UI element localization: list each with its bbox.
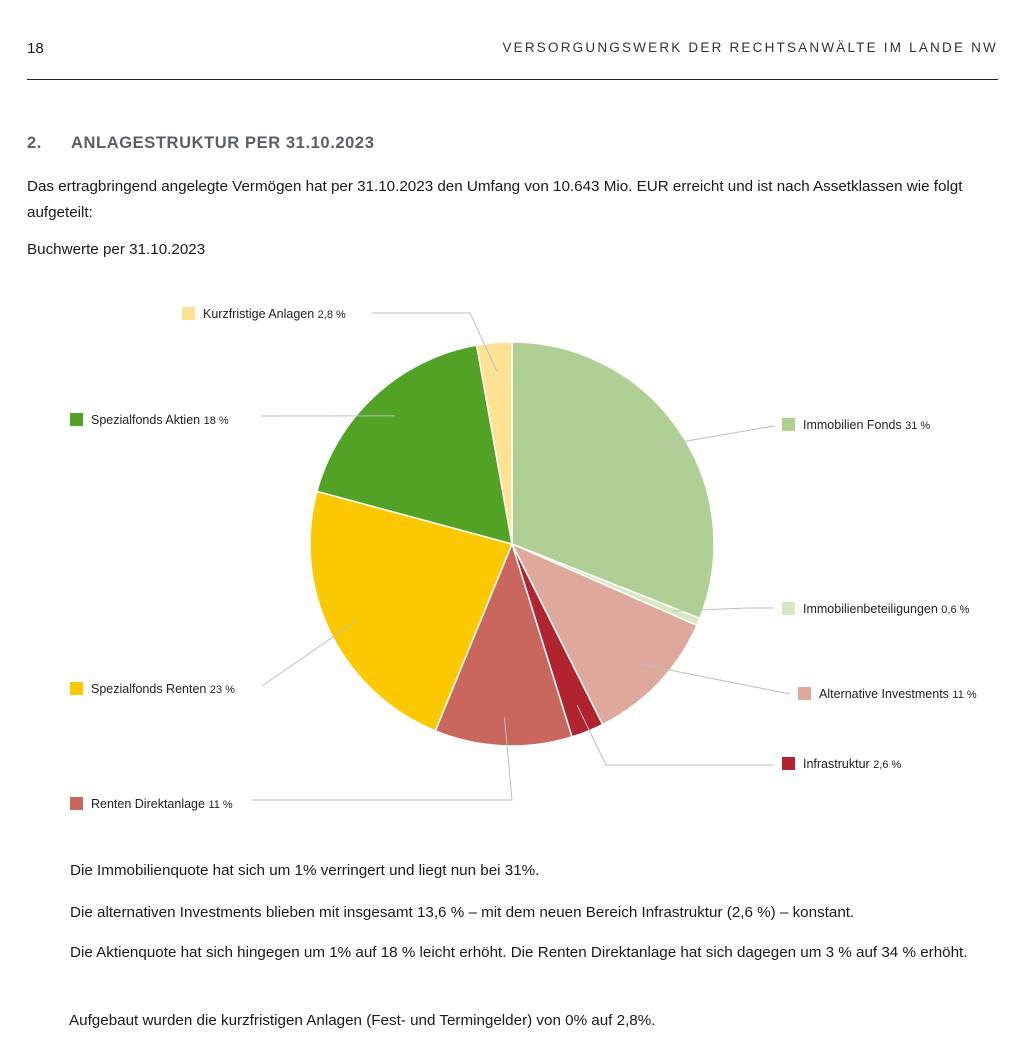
intro-paragraph: Das ertragbringend angelegte Vermögen hat per 31.10.2023 den Umfang von 10.643 Mio. EUR erreicht und ist nach Assetklassen wie folgt aufgeteilt: <box>27 178 963 221</box>
chart-subheading: Buchwerte per 31.10.2023 <box>27 241 206 258</box>
legend-swatch-spezialfonds-renten <box>70 682 83 695</box>
legend-value-label: 2,8 % <box>317 309 346 321</box>
running-header-title: VERSORGUNGSWERK DER RECHTSANWÄLTE IM LANDE NW <box>502 40 998 55</box>
legend-label-text: Alternative Investments <box>819 687 953 701</box>
note-paragraph: Die Immobilienquote hat sich um 1% verringert und liegt nun bei 31%. <box>70 862 540 879</box>
legend-label-spezialfonds-renten <box>91 682 235 696</box>
section-heading <box>27 134 374 153</box>
pie-slices <box>310 342 714 746</box>
note-paragraph: Die Aktienquote hat sich hingegen um 1% auf 18 % leicht erhöht. Die Renten Direktanlage hat sich dagegen um 3 % auf 34 % erhöht. <box>70 944 968 961</box>
legend-label-immobilien-fonds <box>803 418 930 432</box>
legend-label-text: Spezialfonds Aktien <box>91 413 204 427</box>
section-title: ANLAGESTRUKTUR PER 31.10.2023 <box>71 134 375 152</box>
legend-label-alternative-investments <box>819 687 977 701</box>
legend-label-text: Kurzfristige Anlagen <box>203 307 318 321</box>
legend-label-text: Renten Direktanlage <box>91 797 209 811</box>
legend-value-label: 0,6 % <box>941 604 970 616</box>
legend-value-label: 2,6 % <box>873 759 902 771</box>
legend-value-label: 18 % <box>203 415 229 427</box>
legend-label-text: Immobilienbeteiligungen <box>803 602 942 616</box>
legend-label-kurzfristige-anlagen <box>203 307 346 321</box>
legend-swatch-spezialfonds-aktien <box>70 413 83 426</box>
pie-chart <box>0 280 1023 840</box>
legend-value-label: 11 % <box>952 689 977 701</box>
legend-swatch-kurzfristige-anlagen <box>182 307 195 320</box>
legend-swatch-immobilien-fonds <box>782 418 795 431</box>
legend-swatch-alternative-investments <box>798 687 811 700</box>
legend-label-immobilienbeteiligungen <box>803 602 970 616</box>
legend-swatch-infrastruktur <box>782 757 795 770</box>
legend-label-text: Infrastruktur <box>803 757 874 771</box>
note-paragraph: Die alternativen Investments blieben mit insgesamt 13,6 % – mit dem neuen Bereich Infrastruktur (2,6 %) – konstant. <box>70 904 855 921</box>
legend-swatch-renten-direktanlage <box>70 797 83 810</box>
legend-value-label: 31 % <box>905 420 931 432</box>
legend-value-label: 11 % <box>208 799 233 811</box>
legend-value-label: 23 % <box>209 684 235 696</box>
legend-label-text: Spezialfonds Renten <box>91 682 210 696</box>
note-paragraph: Aufgebaut wurden die kurzfristigen Anlagen (Fest- und Termingelder) von 0% auf 2,8%. <box>69 1012 656 1029</box>
legend-swatch-immobilienbeteiligungen <box>782 602 795 615</box>
legend-label-text: Immobilien Fonds <box>803 418 906 432</box>
legend-label-infrastruktur <box>803 757 902 771</box>
header-rule <box>27 79 998 80</box>
legend-label-spezialfonds-aktien <box>91 413 229 427</box>
page-number: 18 <box>27 40 44 57</box>
section-number: 2. <box>27 134 42 152</box>
legend-label-renten-direktanlage <box>91 797 233 811</box>
